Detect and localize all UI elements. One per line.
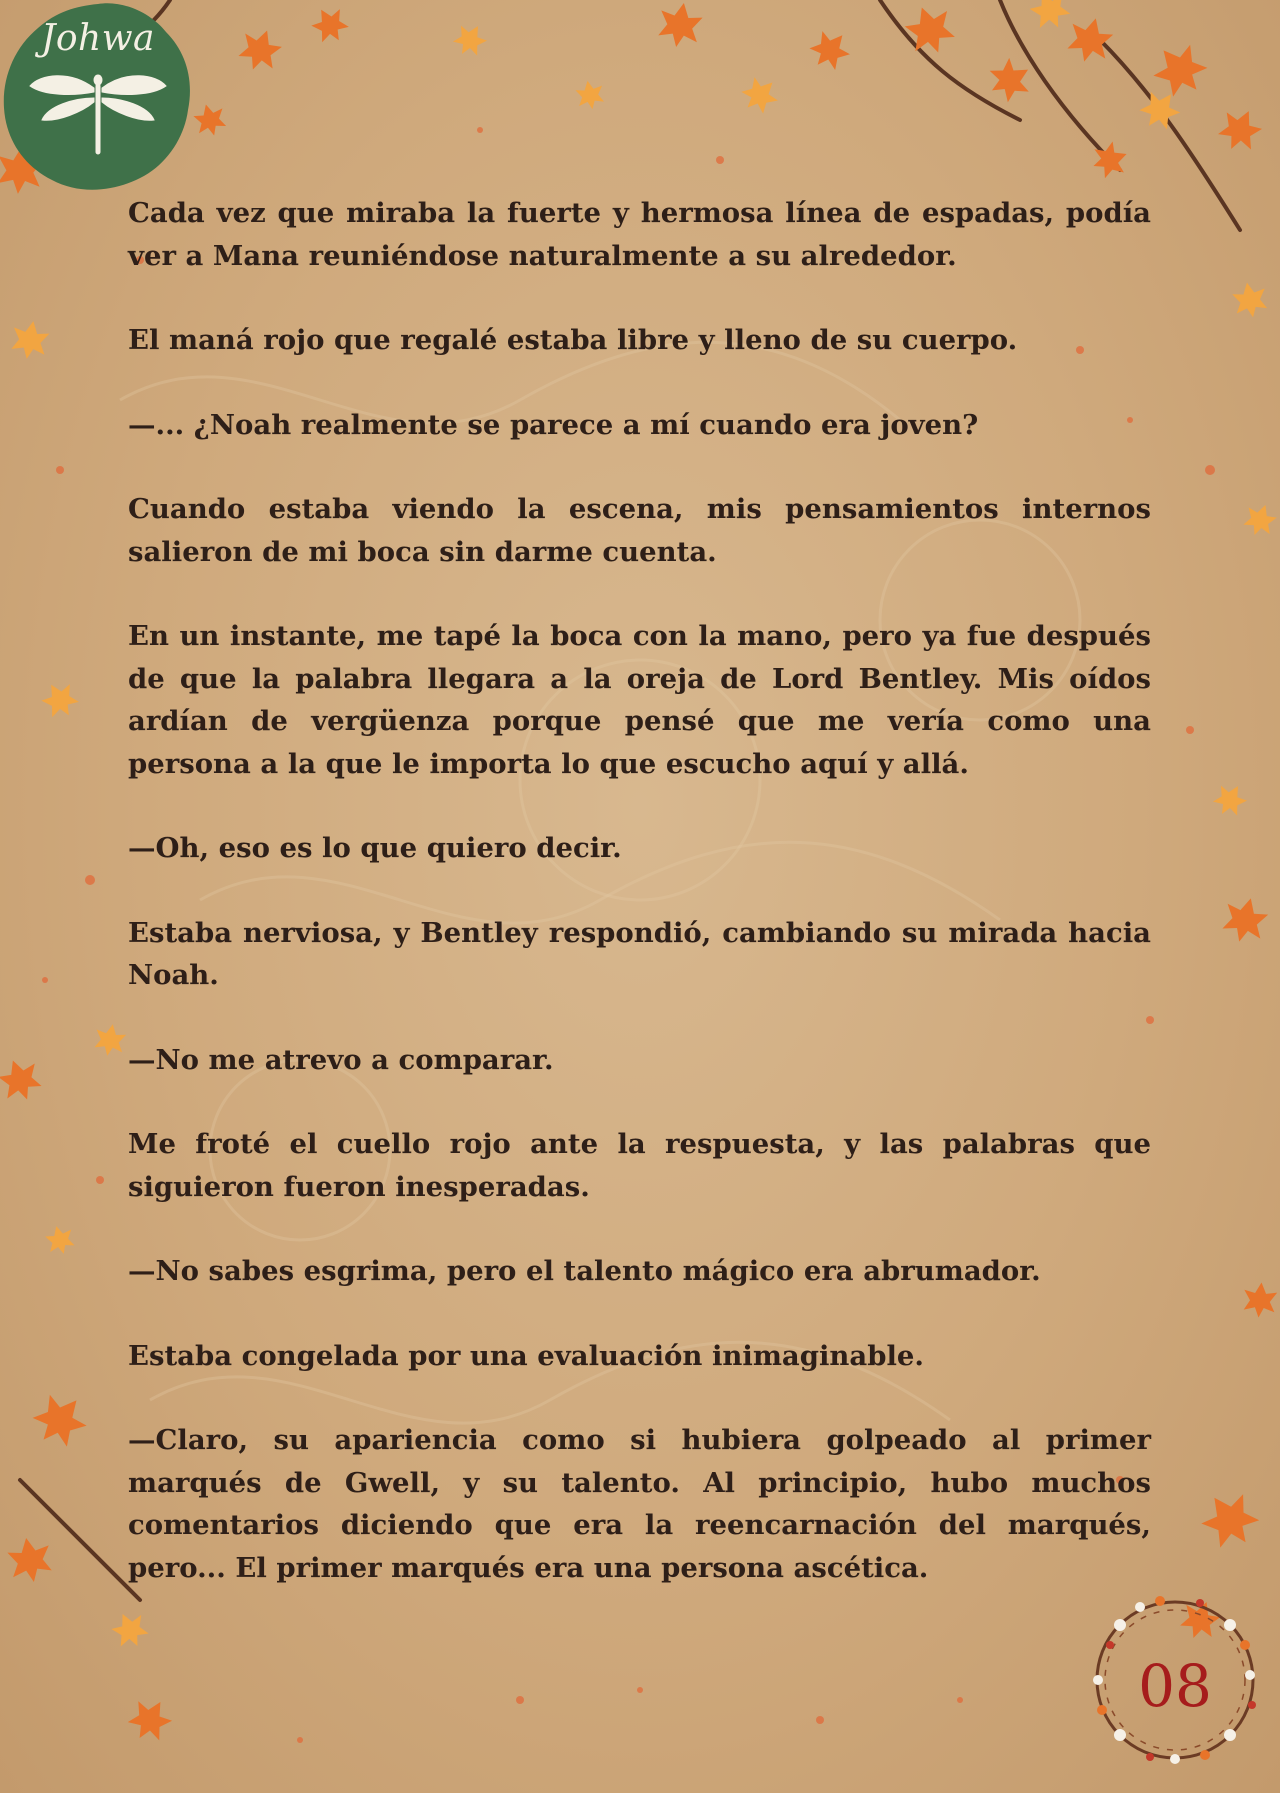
paragraph: —Claro, su apariencia como si hubiera golpeado al primer marqués de Gwell, y su talento. Al principio, hubo muchos comentarios diciendo que era la reencarnación del marqués, pero... El primer marqués era una persona ascética. <box>128 1424 1151 1584</box>
paragraph: —Oh, eso es lo que quiero decir. <box>128 832 622 864</box>
paragraph: Cada vez que miraba la fuerte y hermosa línea de espadas, podía ver a Mana reuniéndose naturalmente a su alrededor. <box>128 197 1151 272</box>
paragraph: —No me atrevo a comparar. <box>128 1043 554 1076</box>
paragraph: El maná rojo que regalé estaba libre y lleno de su cuerpo. <box>128 324 1018 356</box>
story-text <box>128 192 1151 1631</box>
paragraph: Cuando estaba viendo la escena, mis pensamientos internos salieron de mi boca sin darme cuenta. <box>128 493 1151 568</box>
paragraph: Estaba congelada por una evaluación inimaginable. <box>128 1339 924 1372</box>
paragraph: Me froté el cuello rojo ante la respuesta, y las palabras que siguieron fueron inesperadas. <box>128 1128 1151 1203</box>
paragraph: En un instante, me tapé la boca con la mano, pero ya fue después de que la palabra llegara a la oreja de Lord Bentley. Mis oídos ardían de vergüenza porque pensé que me vería como una persona a la que le importa lo que escucho aquí y allá. <box>128 620 1151 780</box>
paragraph: —... ¿Noah realmente se parece a mí cuando era joven? <box>128 408 979 441</box>
paragraph: Estaba nerviosa, y Bentley respondió, cambiando su mirada hacia Noah. <box>128 916 1151 991</box>
page-number: 08 <box>1138 1652 1212 1720</box>
brand-name: Johwa <box>40 18 156 59</box>
paragraph: —No sabes esgrima, pero el talento mágico era abrumador. <box>128 1255 1041 1287</box>
